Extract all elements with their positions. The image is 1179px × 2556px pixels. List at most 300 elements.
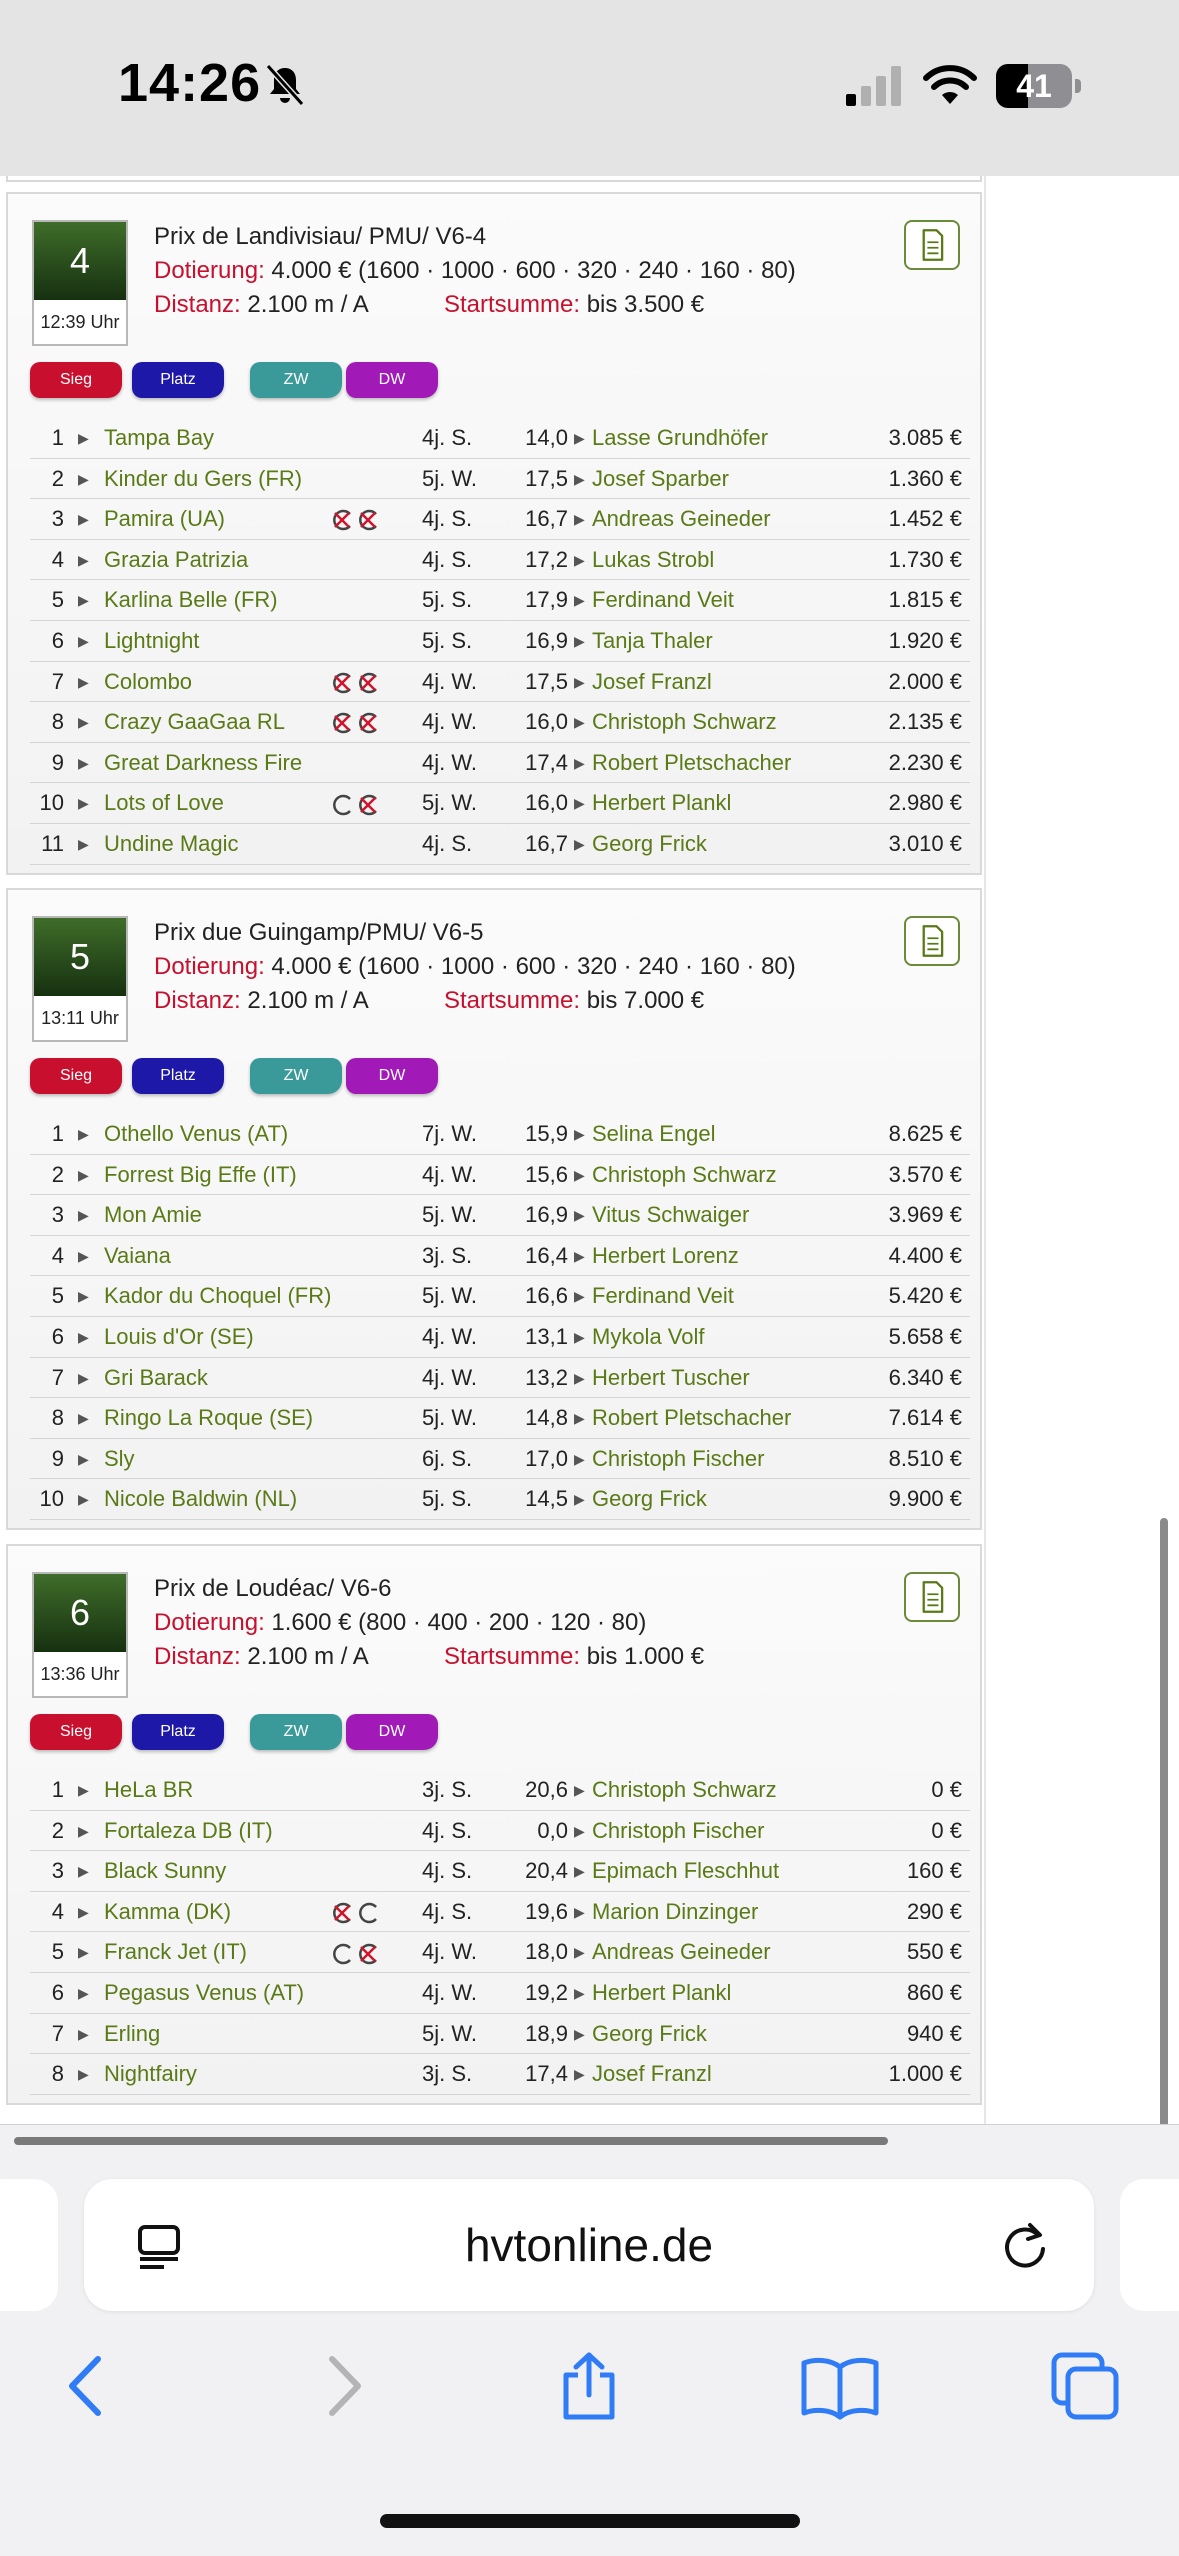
bet-button-dw[interactable]: DW <box>346 1714 438 1750</box>
driver-name-link[interactable]: Christoph Fischer <box>592 1817 765 1843</box>
horse-record: 17,4 <box>525 2061 568 2087</box>
earnings-sum: 550 € <box>906 1939 962 1965</box>
runner-row[interactable] <box>30 2014 970 2055</box>
driver-name-link[interactable]: Christoph Schwarz <box>592 709 777 735</box>
content-edge <box>984 176 986 2124</box>
driver-name-link[interactable]: Andreas Geineder <box>592 1939 771 1965</box>
horse-record: 17,9 <box>525 587 568 613</box>
horse-record: 16,9 <box>525 1202 568 1228</box>
dotierung-label: Dotierung: <box>154 953 265 980</box>
horse-age-sex: 4j. S. <box>422 425 473 450</box>
runner-row[interactable] <box>30 662 970 703</box>
distanz-label: Distanz: <box>154 1643 241 1670</box>
runner-row[interactable] <box>30 1479 970 1520</box>
horse-age-sex: 4j. W. <box>422 1364 478 1390</box>
runner-number: 1 <box>51 1777 64 1802</box>
driver-name-link[interactable]: Selina Engel <box>592 1121 716 1146</box>
horse-name-link[interactable]: Forrest Big Effe (IT) <box>104 1161 297 1187</box>
horse-name-link[interactable]: Ringo La Roque (SE) <box>104 1405 314 1431</box>
expand-arrow-icon[interactable]: ▶ <box>574 1126 585 1142</box>
horse-name-link[interactable]: Gri Barack <box>104 1364 208 1390</box>
expand-arrow-icon[interactable]: ▶ <box>78 1944 89 1961</box>
runner-row[interactable] <box>30 1398 970 1439</box>
startsumme-value: bis 3.500 € <box>586 291 705 318</box>
runner-number: 7 <box>51 668 64 694</box>
horse-age-sex: 4j. W. <box>422 1161 478 1187</box>
race-card <box>6 1544 982 2105</box>
startsumme-value: bis 1.000 € <box>586 1643 705 1670</box>
horse-record: 19,2 <box>525 1979 568 2005</box>
expand-arrow-icon[interactable]: ▶ <box>574 592 585 609</box>
expand-arrow-icon[interactable]: ▶ <box>78 1863 89 1880</box>
expand-arrow-icon[interactable]: ▶ <box>78 673 89 690</box>
horse-name-link[interactable]: Sly <box>104 1445 135 1471</box>
horse-record: 16,4 <box>525 1242 568 1268</box>
document-icon[interactable] <box>904 220 960 270</box>
horse-record: 16,0 <box>525 790 568 816</box>
runner-row[interactable] <box>30 743 970 784</box>
expand-arrow-icon[interactable]: ▶ <box>78 2066 89 2083</box>
horse-name-link[interactable]: Tampa Bay <box>104 425 215 450</box>
shoe-marks-icon <box>330 499 382 539</box>
runner-number: 6 <box>51 627 64 653</box>
expand-arrow-icon[interactable]: ▶ <box>574 632 585 649</box>
horse-name-link[interactable]: Mon Amie <box>104 1202 202 1228</box>
distanz-value: 2.100 m / A <box>247 987 369 1014</box>
bookmarks-icon[interactable] <box>800 2351 880 2421</box>
expand-arrow-icon[interactable]: ▶ <box>574 1166 585 1183</box>
runner-row[interactable] <box>30 418 970 459</box>
horse-name-link[interactable]: Kador du Choquel (FR) <box>104 1283 332 1309</box>
expand-arrow-icon[interactable]: ▶ <box>574 1782 585 1798</box>
expand-arrow-icon[interactable]: ▶ <box>78 835 89 852</box>
expand-arrow-icon[interactable]: ▶ <box>574 1247 585 1264</box>
startsumme-label: Startsumme: <box>444 1643 581 1670</box>
runner-row[interactable] <box>30 2054 970 2095</box>
distanz-label: Distanz: <box>154 987 241 1014</box>
runner-number: 2 <box>51 465 64 491</box>
earnings-sum: 8.625 € <box>888 1121 962 1146</box>
battery-icon <box>996 64 1082 108</box>
earnings-sum: 3.085 € <box>888 425 962 450</box>
expand-arrow-icon[interactable]: ▶ <box>78 511 89 528</box>
earnings-sum: 9.900 € <box>888 1486 962 1512</box>
expand-arrow-icon[interactable]: ▶ <box>78 551 89 568</box>
expand-arrow-icon[interactable]: ▶ <box>78 1410 89 1427</box>
driver-name-link[interactable]: Herbert Plankl <box>592 790 732 816</box>
expand-arrow-icon[interactable]: ▶ <box>574 1410 585 1427</box>
earnings-sum: 1.452 € <box>888 506 962 532</box>
horse-name-link[interactable]: Colombo <box>104 668 193 694</box>
race-badge <box>32 220 128 346</box>
expand-arrow-icon[interactable]: ▶ <box>574 1984 585 2001</box>
horse-record: 16,9 <box>525 627 568 653</box>
expand-arrow-icon[interactable]: ▶ <box>78 1782 89 1798</box>
driver-name-link[interactable]: Andreas Geineder <box>592 506 771 532</box>
horse-age-sex: 7j. W. <box>422 1121 478 1146</box>
runner-number: 11 <box>41 830 64 856</box>
dotierung-value: 1.600 € (800 · 400 · 200 · 120 · 80) <box>271 1609 647 1636</box>
expand-arrow-icon[interactable]: ▶ <box>574 1328 585 1345</box>
expand-arrow-icon[interactable]: ▶ <box>78 2025 89 2042</box>
expand-arrow-icon[interactable]: ▶ <box>574 470 585 487</box>
expand-arrow-icon[interactable]: ▶ <box>574 1491 585 1508</box>
horse-name-link[interactable]: Othello Venus (AT) <box>104 1121 289 1146</box>
horse-record: 18,0 <box>525 1939 568 1965</box>
expand-arrow-icon[interactable]: ▶ <box>78 1328 89 1345</box>
expand-arrow-icon[interactable]: ▶ <box>574 835 585 852</box>
shoe-marks-icon <box>330 702 382 742</box>
expand-arrow-icon[interactable]: ▶ <box>574 551 585 568</box>
driver-name-link[interactable]: Christoph Schwarz <box>592 1777 777 1802</box>
expand-arrow-icon[interactable]: ▶ <box>574 511 585 528</box>
expand-arrow-icon[interactable]: ▶ <box>78 1166 89 1183</box>
earnings-sum: 290 € <box>906 1898 962 1924</box>
earnings-sum: 1.000 € <box>888 2061 962 2087</box>
driver-name-link[interactable]: Robert Pletschacher <box>592 1405 792 1431</box>
bet-button-zw[interactable]: ZW <box>250 1058 342 1094</box>
driver-name-link[interactable]: Tanja Thaler <box>592 627 713 653</box>
expand-arrow-icon[interactable]: ▶ <box>574 430 585 446</box>
expand-arrow-icon[interactable]: ▶ <box>78 754 89 771</box>
driver-name-link[interactable]: Herbert Tuscher <box>592 1364 750 1390</box>
earnings-sum: 860 € <box>906 1979 962 2005</box>
expand-arrow-icon[interactable]: ▶ <box>78 1288 89 1305</box>
horse-record: 16,7 <box>525 830 568 856</box>
forward-icon[interactable] <box>318 2351 368 2421</box>
battery-level: 41 <box>1016 68 1052 104</box>
startsumme-label: Startsumme: <box>444 291 581 318</box>
runner-number: 10 <box>39 790 64 816</box>
expand-arrow-icon[interactable]: ▶ <box>574 2025 585 2042</box>
horse-age-sex: 4j. S. <box>422 546 473 572</box>
runner-row[interactable] <box>30 1358 970 1399</box>
horse-name-link[interactable]: Louis d'Or (SE) <box>104 1323 254 1349</box>
tabs-icon[interactable] <box>1050 2351 1120 2421</box>
earnings-sum: 5.658 € <box>888 1323 962 1349</box>
runner-number: 5 <box>51 587 64 613</box>
expand-arrow-icon[interactable]: ▶ <box>574 1822 585 1839</box>
dotierung-value: 4.000 € (1600 · 1000 · 600 · 320 · 240 · 160 · 80) <box>271 257 796 284</box>
horse-name-link[interactable]: Pegasus Venus (AT) <box>104 1979 305 2005</box>
runner-row[interactable] <box>30 459 970 500</box>
horse-name-link[interactable]: Erling <box>104 2020 161 2046</box>
runner-row[interactable] <box>30 1317 970 1358</box>
wifi-icon <box>922 64 978 108</box>
horse-age-sex: 4j. S. <box>422 506 473 532</box>
driver-name-link[interactable]: Georg Frick <box>592 1486 707 1512</box>
runner-row[interactable] <box>30 499 970 540</box>
expand-arrow-icon[interactable]: ▶ <box>574 2066 585 2083</box>
runner-row[interactable] <box>30 1236 970 1277</box>
runner-row[interactable] <box>30 1114 970 1155</box>
horse-age-sex: 4j. W. <box>422 709 478 735</box>
race-time: 13:11 Uhr <box>41 1008 119 1028</box>
horse-name-link[interactable]: Fortaleza DB (IT) <box>104 1817 273 1843</box>
expand-arrow-icon[interactable]: ▶ <box>574 1369 585 1386</box>
race-number: 5 <box>34 918 126 996</box>
horse-record: 17,0 <box>525 1445 568 1471</box>
horse-name-link[interactable]: Vaiana <box>104 1242 171 1268</box>
race-title: Prix de Landivisiau/ PMU/ V6-4 <box>154 223 487 250</box>
reload-icon[interactable] <box>998 2219 1052 2273</box>
expand-arrow-icon[interactable]: ▶ <box>574 1944 585 1961</box>
horse-name-link[interactable]: Nightfairy <box>104 2061 197 2087</box>
runner-number: 2 <box>51 1817 64 1843</box>
runner-row[interactable] <box>30 621 970 662</box>
horse-name-link[interactable]: Kamma (DK) <box>104 1898 232 1924</box>
bet-button-platz[interactable]: Platz <box>132 362 224 398</box>
earnings-sum: 1.360 € <box>888 465 962 491</box>
expand-arrow-icon[interactable]: ▶ <box>574 795 585 812</box>
shoe-marks-icon <box>330 783 382 823</box>
race-header <box>154 1572 705 1674</box>
distanz-label: Distanz: <box>154 291 241 318</box>
runner-number: 5 <box>51 1283 64 1309</box>
address-bar[interactable] <box>84 2179 1094 2311</box>
expand-arrow-icon[interactable]: ▶ <box>78 1247 89 1264</box>
runner-row[interactable] <box>30 1155 970 1196</box>
shoe-marks-icon <box>330 662 382 702</box>
driver-name-link[interactable]: Georg Frick <box>592 2020 707 2046</box>
horse-age-sex: 5j. W. <box>422 1405 478 1431</box>
race-header <box>154 220 796 322</box>
bet-button-sieg[interactable]: Sieg <box>30 362 122 398</box>
horse-record: 17,4 <box>525 749 568 775</box>
page-content[interactable] <box>0 176 1179 2124</box>
cellular-signal-icon <box>844 64 904 108</box>
horse-name-link[interactable]: Lots of Love <box>104 790 224 816</box>
driver-name-link[interactable]: Lukas Strobl <box>592 546 715 572</box>
runner-number: 5 <box>51 1939 64 1965</box>
expand-arrow-icon[interactable]: ▶ <box>78 1491 89 1508</box>
runner-row[interactable] <box>30 1811 970 1852</box>
horse-age-sex: 5j. W. <box>422 2020 478 2046</box>
runner-number: 1 <box>51 425 64 450</box>
earnings-sum: 3.969 € <box>888 1202 962 1228</box>
driver-name-link[interactable]: Christoph Schwarz <box>592 1161 777 1187</box>
horse-age-sex: 3j. S. <box>422 2061 473 2087</box>
runner-number: 4 <box>51 546 64 572</box>
horse-name-link[interactable]: Crazy GaaGaa RL <box>104 709 285 735</box>
runner-row[interactable] <box>30 1892 970 1933</box>
status-time: 14:26 <box>118 53 262 113</box>
horse-name-link[interactable]: Nicole Baldwin (NL) <box>104 1486 298 1512</box>
earnings-sum: 8.510 € <box>888 1445 962 1471</box>
horse-record: 14,8 <box>525 1405 568 1431</box>
runner-row[interactable] <box>30 1770 970 1811</box>
expand-arrow-icon[interactable]: ▶ <box>574 714 585 731</box>
horse-record: 15,9 <box>525 1121 568 1146</box>
shoe-marks-icon <box>330 1892 382 1932</box>
vertical-scrollbar[interactable] <box>1160 1518 1168 2124</box>
horse-record: 17,5 <box>525 465 568 491</box>
bet-button-platz[interactable]: Platz <box>132 1058 224 1094</box>
expand-arrow-icon[interactable]: ▶ <box>78 632 89 649</box>
runner-row[interactable] <box>30 1439 970 1480</box>
driver-name-link[interactable]: Herbert Plankl <box>592 1979 732 2005</box>
bet-button-sieg[interactable]: Sieg <box>30 1058 122 1094</box>
driver-name-link[interactable]: Mykola Volf <box>592 1323 705 1349</box>
horse-record: 19,6 <box>525 1898 568 1924</box>
document-icon[interactable] <box>904 1572 960 1622</box>
bet-button-dw[interactable]: DW <box>346 1058 438 1094</box>
runner-row[interactable] <box>30 702 970 743</box>
horse-age-sex: 4j. W. <box>422 1979 478 2005</box>
expand-arrow-icon[interactable]: ▶ <box>574 1903 585 1920</box>
runner-number: 3 <box>51 1202 64 1228</box>
expand-arrow-icon[interactable]: ▶ <box>78 1822 89 1839</box>
runner-row[interactable] <box>30 1973 970 2014</box>
driver-name-link[interactable]: Christoph Fischer <box>592 1445 765 1471</box>
horse-age-sex: 5j. W. <box>422 1202 478 1228</box>
bet-button-dw[interactable]: DW <box>346 362 438 398</box>
home-indicator[interactable] <box>380 2514 800 2528</box>
horse-record: 13,2 <box>525 1364 568 1390</box>
runner-row[interactable] <box>30 1851 970 1892</box>
horse-age-sex: 6j. S. <box>422 1445 473 1471</box>
horse-name-link[interactable]: Lightnight <box>104 627 200 653</box>
runner-number: 7 <box>51 2020 64 2046</box>
earnings-sum: 7.614 € <box>888 1405 962 1431</box>
dotierung-value: 4.000 € (1600 · 1000 · 600 · 320 · 240 · 160 · 80) <box>271 953 796 980</box>
expand-arrow-icon[interactable]: ▶ <box>78 1207 89 1224</box>
earnings-sum: 2.230 € <box>888 749 962 775</box>
share-icon[interactable] <box>556 2351 622 2421</box>
runner-number: 3 <box>51 1858 64 1884</box>
document-icon[interactable] <box>904 916 960 966</box>
horse-age-sex: 5j. S. <box>422 587 473 613</box>
horse-age-sex: 4j. S. <box>422 1858 473 1884</box>
runner-number: 8 <box>51 1405 64 1431</box>
horse-age-sex: 4j. W. <box>422 1939 478 1965</box>
runner-number: 7 <box>51 1364 64 1390</box>
driver-name-link[interactable]: Josef Sparber <box>592 465 729 491</box>
expand-arrow-icon[interactable]: ▶ <box>574 1450 585 1467</box>
driver-name-link[interactable]: Robert Pletschacher <box>592 749 792 775</box>
driver-name-link[interactable]: Epimach Fleschhut <box>592 1858 780 1884</box>
runner-list <box>30 1770 970 2095</box>
horse-name-link[interactable]: Great Darkness Fire <box>104 749 303 775</box>
bet-button-zw[interactable]: ZW <box>250 1714 342 1750</box>
expand-arrow-icon[interactable]: ▶ <box>78 714 89 731</box>
horse-name-link[interactable]: Undine Magic <box>104 830 239 856</box>
expand-arrow-icon[interactable]: ▶ <box>78 1369 89 1386</box>
expand-arrow-icon[interactable]: ▶ <box>78 470 89 487</box>
expand-arrow-icon[interactable]: ▶ <box>78 1126 89 1142</box>
bet-button-zw[interactable]: ZW <box>250 362 342 398</box>
back-icon[interactable] <box>62 2351 112 2421</box>
race-title: Prix due Guingamp/PMU/ V6-5 <box>154 919 484 946</box>
driver-name-link[interactable]: Herbert Lorenz <box>592 1242 739 1268</box>
expand-arrow-icon[interactable]: ▶ <box>78 795 89 812</box>
runner-number: 8 <box>51 2061 64 2087</box>
expand-arrow-icon[interactable]: ▶ <box>78 430 89 446</box>
horse-age-sex: 3j. S. <box>422 1777 473 1802</box>
expand-arrow-icon[interactable]: ▶ <box>574 1207 585 1224</box>
runner-row[interactable] <box>30 1195 970 1236</box>
next-tab-preview[interactable] <box>1120 2179 1179 2311</box>
expand-arrow-icon[interactable]: ▶ <box>574 1288 585 1305</box>
runner-number: 4 <box>51 1898 64 1924</box>
runner-number: 6 <box>51 1323 64 1349</box>
runner-row[interactable] <box>30 1276 970 1317</box>
horse-age-sex: 5j. S. <box>422 627 473 653</box>
runner-row[interactable] <box>30 580 970 621</box>
race-number: 6 <box>34 1574 126 1652</box>
horse-name-link[interactable]: Franck Jet (IT) <box>104 1939 248 1965</box>
horse-record: 13,1 <box>525 1323 568 1349</box>
horse-name-link[interactable]: Kinder du Gers (FR) <box>104 465 303 491</box>
horse-record: 17,2 <box>525 546 568 572</box>
distanz-value: 2.100 m / A <box>247 291 369 318</box>
distanz-value: 2.100 m / A <box>247 1643 369 1670</box>
horse-age-sex: 3j. S. <box>422 1242 473 1268</box>
driver-name-link[interactable]: Vitus Schwaiger <box>592 1202 750 1228</box>
driver-name-link[interactable]: Ferdinand Veit <box>592 587 734 613</box>
expand-arrow-icon[interactable]: ▶ <box>78 1903 89 1920</box>
bet-button-platz[interactable]: Platz <box>132 1714 224 1750</box>
horse-name-link[interactable]: HeLa BR <box>104 1777 194 1802</box>
horizontal-scrollbar[interactable] <box>14 2137 888 2145</box>
horse-age-sex: 4j. S. <box>422 830 473 856</box>
dotierung-label: Dotierung: <box>154 1609 265 1636</box>
runner-row[interactable] <box>30 824 970 865</box>
previous-tab-preview[interactable] <box>0 2179 58 2311</box>
runner-row[interactable] <box>30 783 970 824</box>
earnings-sum: 0 € <box>931 1817 962 1843</box>
horse-age-sex: 4j. S. <box>422 1817 473 1843</box>
horse-name-link[interactable]: Black Sunny <box>104 1858 227 1884</box>
expand-arrow-icon[interactable]: ▶ <box>574 754 585 771</box>
horse-age-sex: 4j. S. <box>422 1898 473 1924</box>
runner-number: 6 <box>51 1979 64 2005</box>
expand-arrow-icon[interactable]: ▶ <box>78 592 89 609</box>
horse-name-link[interactable]: Pamira (UA) <box>104 506 226 532</box>
shoe-marks-icon <box>330 1932 382 1972</box>
driver-name-link[interactable]: Josef Franzl <box>592 668 712 694</box>
runner-list <box>30 418 970 865</box>
horse-record: 16,0 <box>525 709 568 735</box>
driver-name-link[interactable]: Ferdinand Veit <box>592 1283 734 1309</box>
browser-chrome <box>0 2124 1179 2556</box>
horse-name-link[interactable]: Karlina Belle (FR) <box>104 587 278 613</box>
runner-number: 1 <box>51 1121 64 1146</box>
driver-name-link[interactable]: Lasse Grundhöfer <box>592 425 769 450</box>
earnings-sum: 0 € <box>931 1777 962 1802</box>
expand-arrow-icon[interactable]: ▶ <box>78 1984 89 2001</box>
earnings-sum: 940 € <box>906 2020 962 2046</box>
url-text[interactable]: hvtonline.de <box>464 2219 714 2271</box>
runner-row[interactable] <box>30 1932 970 1973</box>
earnings-sum: 2.000 € <box>888 668 962 694</box>
runner-number: 4 <box>51 1242 64 1268</box>
earnings-sum: 1.815 € <box>888 587 962 613</box>
expand-arrow-icon[interactable]: ▶ <box>574 1863 585 1880</box>
runner-number: 3 <box>51 506 64 532</box>
earnings-sum: 3.570 € <box>888 1161 962 1187</box>
horse-record: 14,0 <box>525 425 568 450</box>
horse-name-link[interactable]: Grazia Patrizia <box>104 546 249 572</box>
driver-name-link[interactable]: Georg Frick <box>592 830 707 856</box>
runner-row[interactable] <box>30 540 970 581</box>
driver-name-link[interactable]: Josef Franzl <box>592 2061 712 2087</box>
race-badge <box>32 1572 128 1698</box>
expand-arrow-icon[interactable]: ▶ <box>574 673 585 690</box>
driver-name-link[interactable]: Marion Dinzinger <box>592 1898 759 1924</box>
expand-arrow-icon[interactable]: ▶ <box>78 1450 89 1467</box>
bet-button-sieg[interactable]: Sieg <box>30 1714 122 1750</box>
